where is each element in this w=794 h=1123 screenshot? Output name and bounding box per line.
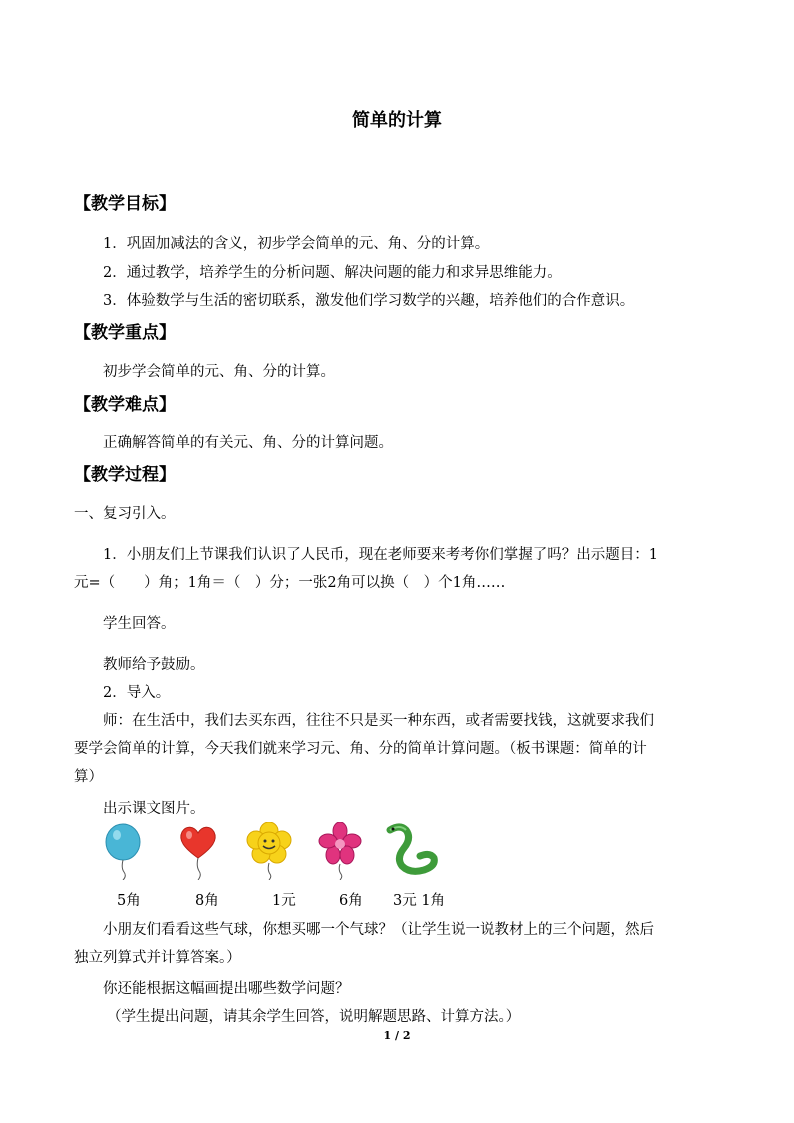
balloon-picture [100,822,460,882]
page-title: 简单的计算 [352,110,442,131]
heading-difficulties: 【教学难点】 [74,395,176,415]
teacher-line1: 师：在生活中，我们去买东西，往往不只是买一种东西，或者需要找钱，这就要求我们 [103,713,654,729]
pink-flower-balloon-icon [318,822,362,880]
objective-3: 3．体验数学与生活的密切联系，激发他们学习数学的兴趣，培养他们的合作意识。 [103,293,635,309]
item1-line2: 元=（ ）角；1角＝（ ）分；一张2角可以换（ ）个1角…… [74,575,506,591]
heading-objectives: 【教学目标】 [74,194,176,214]
teacher-encourage: 教师给予鼓励。 [103,657,205,673]
difficulty-text: 正确解答简单的有关元、角、分的计算问题。 [103,435,393,451]
price-label: 3元 1角 [393,893,446,909]
flower-balloon-icon [246,822,292,880]
section-review: 一、复习引入。 [74,506,176,522]
page-number: 1 / 2 [383,1029,411,1042]
snake-balloon-icon [384,822,444,880]
key-point-text: 初步学会简单的元、角、分的计算。 [103,364,335,380]
students-propose: （学生提出问题，请其余学生回答，说明解题思路、计算方法。） [107,1009,521,1025]
ask-more: 你还能根据这幅画提出哪些数学问题？ [103,981,350,997]
round-balloon-icon [102,822,146,880]
price-label: 8角 [195,893,219,909]
show-picture: 出示课文图片。 [103,801,205,817]
item1-line1: 1．小朋友们上节课我们认识了人民币，现在老师要来考考你们掌握了吗？出示题目：1 [103,547,658,563]
price-label: 5角 [117,893,141,909]
item2-intro: 2．导入。 [103,685,171,701]
price-label: 6角 [339,893,363,909]
question-line1: 小朋友们看看这些气球，你想买哪一个气球？（让学生说一说教材上的三个问题，然后 [103,922,654,938]
heading-process: 【教学过程】 [74,465,176,485]
teacher-line2: 要学会简单的计算，今天我们就来学习元、角、分的简单计算问题。（板书课题：简单的计 [74,741,647,757]
heading-key-points: 【教学重点】 [74,323,176,343]
student-answer: 学生回答。 [103,616,176,632]
teacher-line3: 算） [74,769,103,785]
heart-balloon-icon [176,822,220,880]
price-label: 1元 [272,893,296,909]
objective-1: 1．巩固加减法的含义，初步学会简单的元、角、分的计算。 [103,236,490,252]
question-line2: 独立列算式并计算答案。） [74,950,241,966]
objective-2: 2．通过教学，培养学生的分析问题、解决问题的能力和求异思维能力。 [103,265,562,281]
